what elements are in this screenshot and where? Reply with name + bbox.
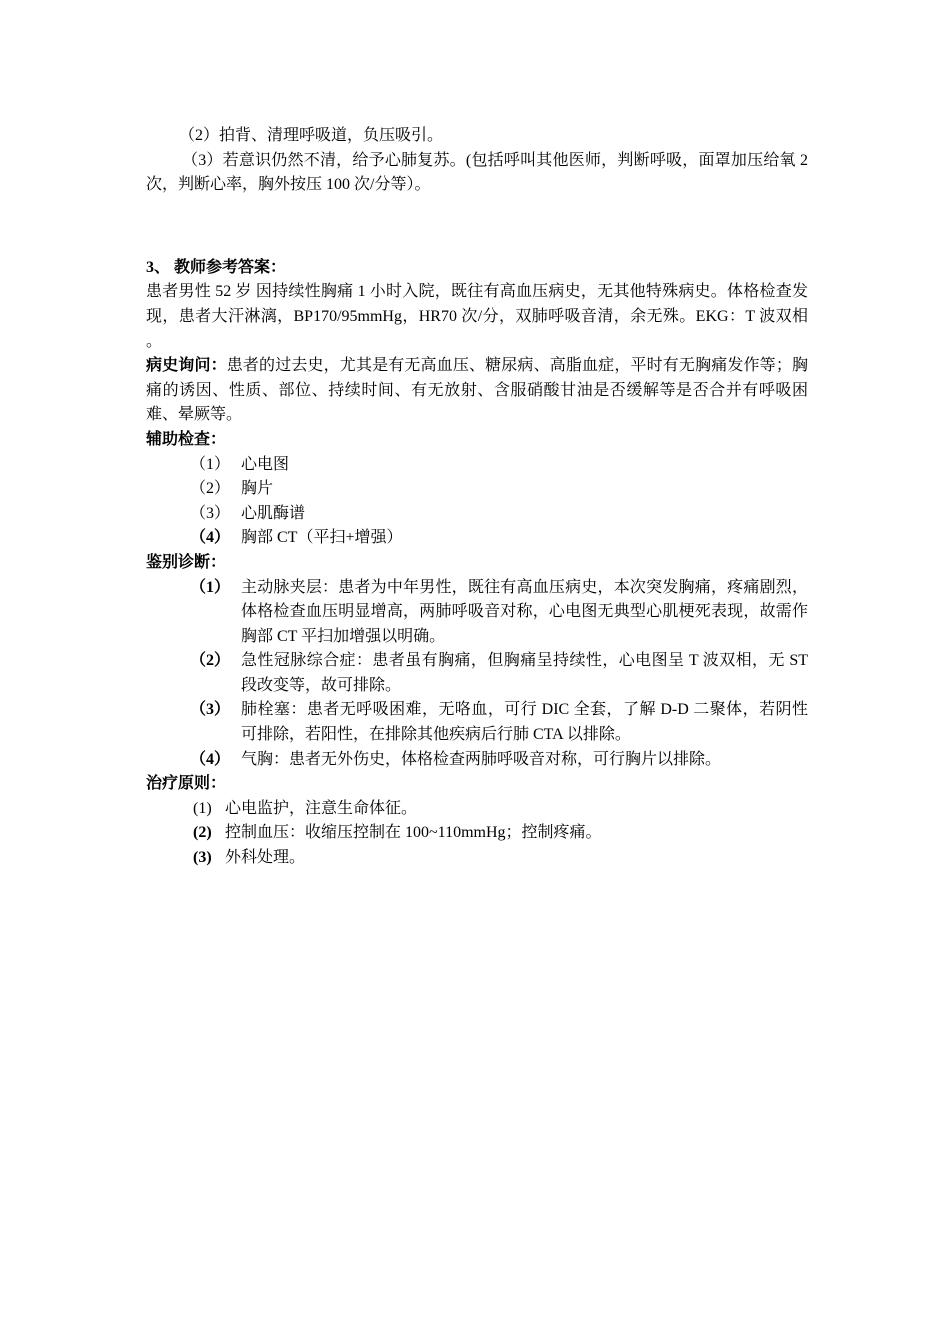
- aux-item-text: 胸部 CT（平扫+增强）: [241, 529, 403, 547]
- aux-item-text: 心肌酶谱: [241, 504, 306, 522]
- treat-item-text: 外科处理。: [225, 849, 306, 867]
- document-page: [146, 124, 808, 871]
- spacer: [146, 198, 808, 256]
- diff-item-2: [146, 649, 808, 698]
- section-heading: 3、 教师参考答案：: [146, 258, 287, 276]
- treat-label: 治疗原则：: [146, 775, 227, 793]
- aux-item-3: [146, 502, 808, 527]
- treat-item-number: (3): [193, 849, 212, 867]
- step-2-text: （2）拍背、清理呼吸道，负压吸引。: [179, 127, 444, 144]
- history-text: 患者的过去史，尤其是有无高血压、糖尿病、高脂血症，平时有无胸痛发作等；胸痛的诱因、性质、部位、持续时间、有无放射、含服硝酸甘油是否缓解等是否合并有呼吸困难、晕厥等。: [146, 357, 808, 424]
- diff-item-4: [146, 748, 808, 773]
- treat-item-number: (1): [193, 799, 212, 817]
- diff-item-1: [146, 576, 808, 650]
- aux-item-1: [146, 453, 808, 478]
- diff-item-3: [146, 698, 808, 747]
- diff-item-text: 急性冠脉综合症：患者虽有胸痛，但胸痛呈持续性，心电图呈 T 波双相，无 ST 段改变等，故可排除。: [241, 652, 808, 694]
- treat-item-1: [146, 797, 808, 822]
- treat-item-text: 控制血压：收缩压控制在 100~110mmHg；控制疼痛。: [225, 824, 602, 842]
- diff-item-number: （4）: [190, 750, 231, 768]
- case-description: 患者男性 52 岁 因持续性胸痛 1 小时入院，既往有高血压病史，无其他特殊病史。体格检查发现，患者大汗淋漓，BP170/95mmHg，HR70 次/分，双肺呼吸音清，余无殊。EKG：T 波双相 。: [146, 283, 808, 350]
- aux-item-number: （1）: [190, 455, 231, 473]
- aux-label: 辅助检查：: [146, 430, 227, 448]
- diff-label: 鉴别诊断：: [146, 553, 227, 571]
- treat-item-2: [146, 821, 808, 846]
- diff-item-number: （2）: [190, 652, 231, 670]
- aux-item-2: [146, 477, 808, 502]
- aux-item-4: [146, 526, 808, 551]
- aux-item-text: 胸片: [241, 480, 274, 498]
- step-3-text: （3）若意识仍然不清，给予心肺复苏。(包括呼叫其他医师，判断呼吸，面罩加压给氧 2 次，判断心率，胸外按压 100 次/分等）。: [146, 151, 808, 194]
- diff-item-number: （3）: [190, 701, 231, 719]
- aux-item-number: （2）: [190, 480, 231, 498]
- treat-item-text: 心电监护，注意生命体征。: [225, 799, 418, 817]
- aux-item-text: 心电图: [241, 455, 290, 473]
- diff-item-text: 气胸：患者无外伤史，体格检查两肺呼吸音对称，可行胸片以排除。: [241, 750, 722, 768]
- diff-item-number: （1）: [190, 578, 231, 596]
- diff-item-text: 主动脉夹层：患者为中年男性，既往有高血压病史，本次突发胸痛，疼痛剧烈，体格检查血压明显增高，两肺呼吸音对称，心电图无典型心肌梗死表现，故需作胸部 CT 平扫加增强以明确。: [241, 578, 808, 645]
- diff-item-text: 肺栓塞：患者无呼吸困难，无咯血，可行 DIC 全套，了解 D-D 二聚体，若阴性可排除，若阳性，在排除其他疾病后行肺 CTA 以排除。: [241, 701, 808, 744]
- aux-item-number: （4）: [190, 529, 231, 547]
- history-label: 病史询问：: [146, 357, 227, 375]
- history-paragraph: [146, 354, 808, 428]
- treat-item-number: (2): [193, 824, 212, 842]
- aux-item-number: （3）: [190, 504, 231, 522]
- treat-item-3: [146, 846, 808, 871]
